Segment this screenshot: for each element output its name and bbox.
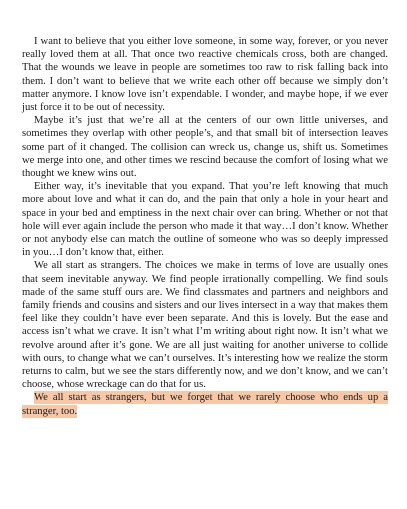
paragraph-1: I want to believe that you either love someone, in some way, forever, or you never really loved them at all. That once two reactive chemicals cross, both are changed. That the wounds we leave in people are sometimes too raw to risk falling back into them. I don’t want to believe that we write each other off because we simply don’t matter anymore. I know love isn’t expendable. I wonder, and maybe hope, if we ever just force it to be out of necessity. (22, 36, 388, 114)
highlight-text[interactable]: We all start as strangers, but we forget that we rarely choose who ends up a stranger, too. (22, 392, 388, 417)
text-body (22, 35, 388, 418)
paragraph-4: We all start as strangers. The choices we make in terms of love are usually ones that seem inevitable anyway. We find people irrationally compelling. We find souls made of the same stuff ours are. We find classmates and partners and neighbors and family friends and cousins and sisters and our lives intersect in a way that makes them feel like they couldn’t have ever been separate. And this is lovely. But the ease and access isn’t what we crave. It isn’t what I’m writing about right now. It isn’t what we revolve around after it’s gone. We are all just waiting for another universe to collide with ours, to change what we can’t ourselves. It’s interesting how we realize the storm returns to calm, but we see the stars differently now, and we don’t know, and we can’t choose, whose wreckage can do that for us. (22, 260, 388, 391)
paragraph-3: Either way, it’s inevitable that you expand. That you’re left knowing that much more about love and what it can do, and the pain that only a hole in your heart and space in your bed and emptiness in the next chair over can bring. Whether or not that hole will ever again include the person who made it that way…I don’t know. Whether or not anybody else can match the outline of someone who was so deeply impressed in you…I don’t know that, either. (22, 181, 388, 259)
paragraph-2: Maybe it’s just that we’re all at the centers of our own little universes, and sometimes they overlap with other people’s, and that small bit of intersection leaves some part of it changed. The collision can wreck us, change us, shift us. Sometimes we merge into one, and other times we rescind because the comfort of losing what we thought we knew wins out. (22, 115, 388, 180)
highlighted-paragraph[interactable] (22, 391, 388, 417)
